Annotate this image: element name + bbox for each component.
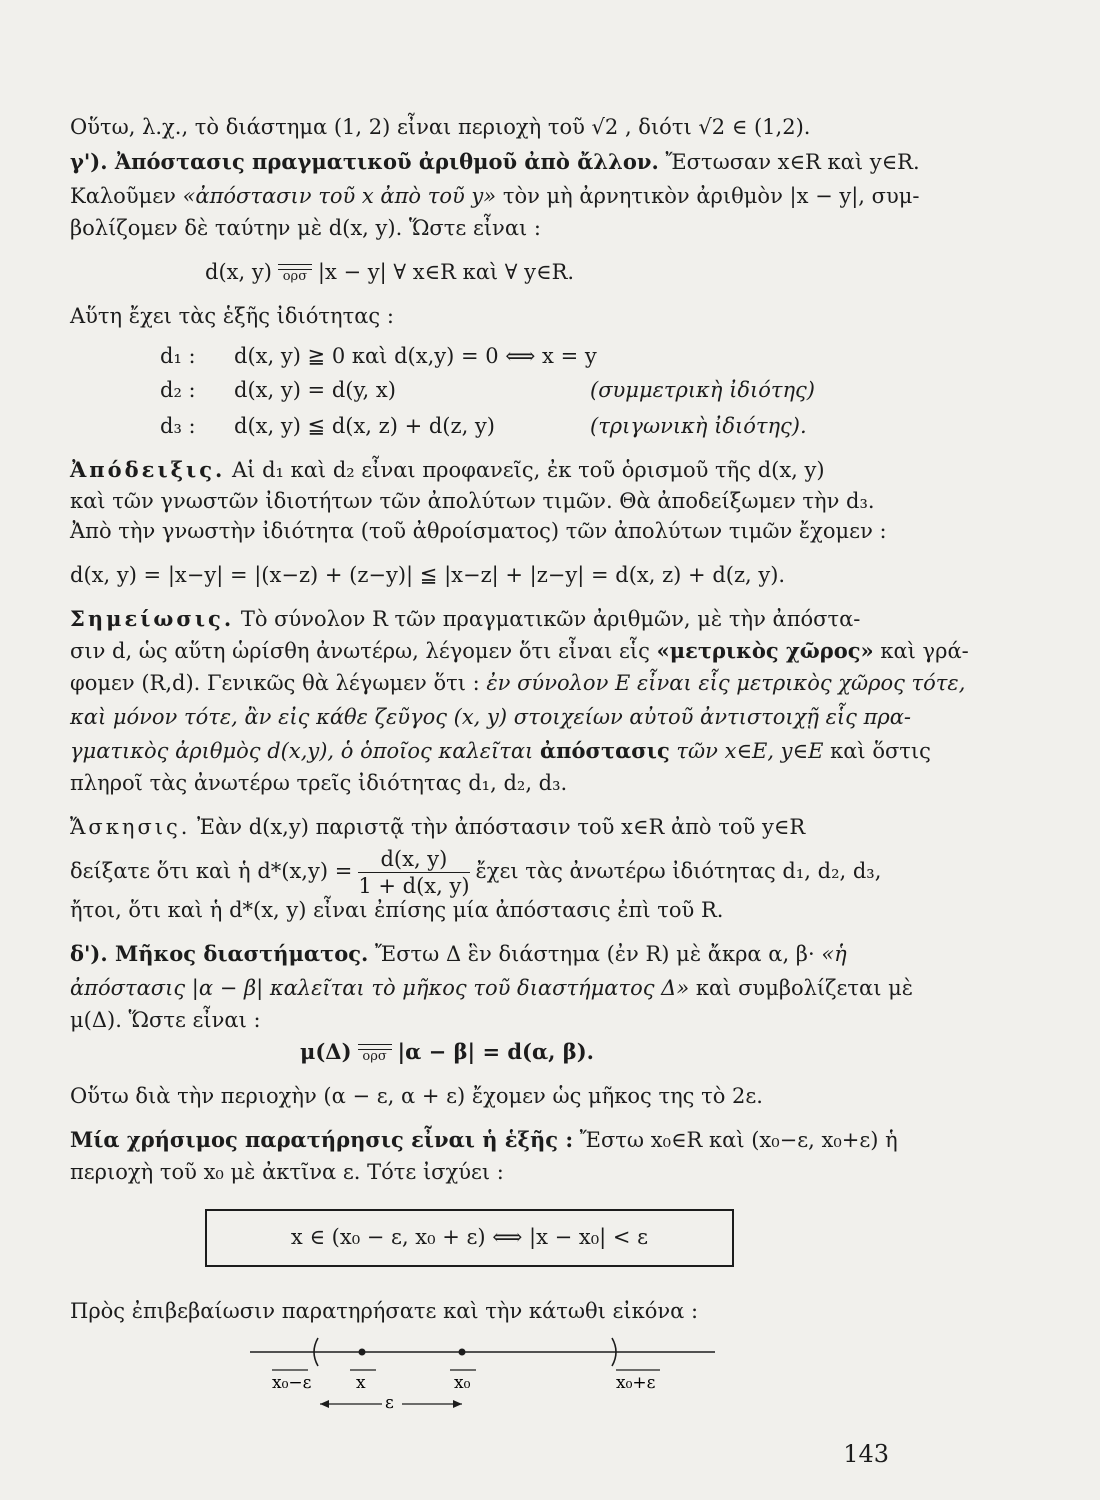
gamma-line-3: βολίζομεν δὲ ταύτην μὲ d(x, y). Ὥστε εἶναι :: [70, 216, 541, 240]
proof-line-3: Ἀπὸ τὴν γνωστὴν ἰδιότητα (τοῦ ἀθροίσματος) τῶν ἀπολύτων τιμῶν ἔχομεν :: [70, 519, 887, 543]
defeq-symbol: ορσ: [278, 264, 312, 284]
figure-intro: Πρὸς ἐπιβεβαίωσιν παρατηρήσατε καὶ τὴν κάτωθι εἰκόνα :: [70, 1299, 699, 1323]
number-line-figure: [250, 1330, 730, 1413]
proof-line-1: Ἀπόδειξις. Αἱ d₁ καὶ d₂ εἶναι προφανεῖς, ἐκ τοῦ ὁρισμοῦ τῆς d(x, y): [70, 457, 825, 482]
note-line-4: καὶ μόνον τότε, ἂν εἰς κάθε ζεῦγος (x, y) στοιχείων αὐτοῦ ἀντιστοιχῇ εἷς πρα-: [70, 705, 912, 729]
property-d2: d₂ : d(x, y) = d(y, x) (συμμετρικὴ ἰδιότης): [160, 378, 815, 402]
point-x: [359, 1349, 366, 1356]
note-line-5: γματικὸς ἀριθμὸς d(x,y), ὁ ὁποῖος καλεῖται ἀπόστασις τῶν x∈E, y∈E καὶ ὅστις: [70, 738, 931, 763]
observation-line-1: Μία χρήσιμος παρατήρησις εἶναι ἡ ἑξῆς : Ἔστω x₀∈R καὶ (x₀−ε, x₀+ε) ἡ: [70, 1127, 898, 1152]
delta-line-3: μ(Δ). Ὥστε εἶναι :: [70, 1008, 261, 1032]
label-x: x: [356, 1373, 366, 1393]
distance-definition: d(x, y) ορσ |x − y| ∀ x∈R καὶ ∀ y∈R.: [205, 260, 575, 284]
gamma-heading: γ'). Ἀπόστασις πραγματικοῦ ἀριθμοῦ ἀπὸ ἄλλον. Ἔστωσαν x∈R καὶ y∈R.: [70, 149, 920, 174]
property-d1: d₁ : d(x, y) ≧ 0 καὶ d(x,y) = 0 ⟺ x = y: [160, 344, 597, 368]
exercise-line-3: ἤτοι, ὅτι καὶ ἡ d*(x, y) εἶναι ἐπίσης μία ἀπόστασις ἐπὶ τοῦ R.: [70, 898, 724, 922]
length-definition: μ(Δ) ορσ |α − β| = d(α, β).: [300, 1039, 594, 1064]
label-x0: x₀: [454, 1373, 471, 1393]
note-line-1: Σημείωσις. Τὸ σύνολον R τῶν πραγματικῶν ἀριθμῶν, μὲ τὴν ἀπόστα-: [70, 606, 861, 631]
defeq-symbol-2: ορσ: [358, 1044, 392, 1064]
exercise-line-1: Ἄσκησις. Ἐὰν d(x,y) παριστᾷ τὴν ἀπόστασιν τοῦ x∈R ἀπὸ τοῦ y∈R: [70, 815, 806, 839]
exercise-line-2: δείξατε ὅτι καὶ ἡ d*(x,y) = $\frac{d(x, y)}{1 + d(x, y)}$ ἔχει τὰς ἀνωτέρω ἰδιότητας d₁, d₂, d₃,: [70, 847, 882, 898]
note-line-2: σιν d, ὡς αὕτη ὡρίσθη ἀνωτέρω, λέγομεν ὅτι εἶναι εἷς «μετρικὸς χῶρος» καὶ γρά-: [70, 638, 969, 663]
note-line-6: πληροῖ τὰς ἀνωτέρω τρεῖς ἰδιότητας d₁, d₂, d₃.: [70, 771, 568, 795]
label-epsilon: ε: [385, 1393, 394, 1413]
boxed-equivalence: x ∈ (x₀ − ε, x₀ + ε) ⟺ |x − x₀| < ε: [205, 1209, 734, 1267]
delta-heading: δ'). Μῆκος διαστήματος. Ἔστω Δ ἓν διάστημα (ἐν R) μὲ ἄκρα α, β· «ἡ: [70, 941, 847, 966]
delta-line-2: ἀπόστασις |α − β| καλεῖται τὸ μῆκος τοῦ διαστήματος Δ» καὶ συμβολίζεται μὲ: [70, 976, 914, 1000]
neighborhood-line: Οὕτω διὰ τὴν περιοχὴν (α − ε, α + ε) ἔχομεν ὡς μῆκος της τὸ 2ε.: [70, 1084, 763, 1108]
label-right-endpoint: x₀+ε: [616, 1373, 656, 1393]
proof-equation: d(x, y) = |x−y| = |(x−z) + (z−y)| ≦ |x−z| + |z−y| = d(x, z) + d(z, y).: [70, 563, 786, 587]
point-x0: [459, 1349, 466, 1356]
props-intro: Αὕτη ἔχει τὰς ἑξῆς ἰδιότητας :: [70, 304, 394, 328]
property-d3: d₃ : d(x, y) ≦ d(x, z) + d(z, y) (τριγωνικὴ ἰδιότης).: [160, 414, 807, 438]
exercise-fraction: $\frac{d(x, y)}{1 + d(x, y)}$: [358, 847, 470, 898]
intro-line: Οὕτω, λ.χ., τὸ διάστημα (1, 2) εἶναι περιοχὴ τοῦ √2 , διότι √2 ∈ (1,2).: [70, 115, 811, 139]
gamma-line-2: Καλοῦμεν «ἀπόστασιν τοῦ x ἀπὸ τοῦ y» τὸν μὴ ἀρνητικὸν ἀριθμὸν |x − y|, συμ-: [70, 184, 920, 208]
label-left-endpoint: x₀−ε: [272, 1373, 312, 1393]
proof-line-2: καὶ τῶν γνωστῶν ἰδιοτήτων τῶν ἀπολύτων τιμῶν. Θὰ ἀποδείξωμεν τὴν d₃.: [70, 489, 875, 513]
page-number: 143: [843, 1440, 889, 1468]
observation-line-2: περιοχὴ τοῦ x₀ μὲ ἀκτῖνα ε. Τότε ἰσχύει :: [70, 1160, 504, 1184]
note-line-3: φομεν (R,d). Γενικῶς θὰ λέγωμεν ὅτι : ἐν σύνολον E εἶναι εἷς μετρικὸς χῶρος τότε,: [70, 671, 966, 695]
